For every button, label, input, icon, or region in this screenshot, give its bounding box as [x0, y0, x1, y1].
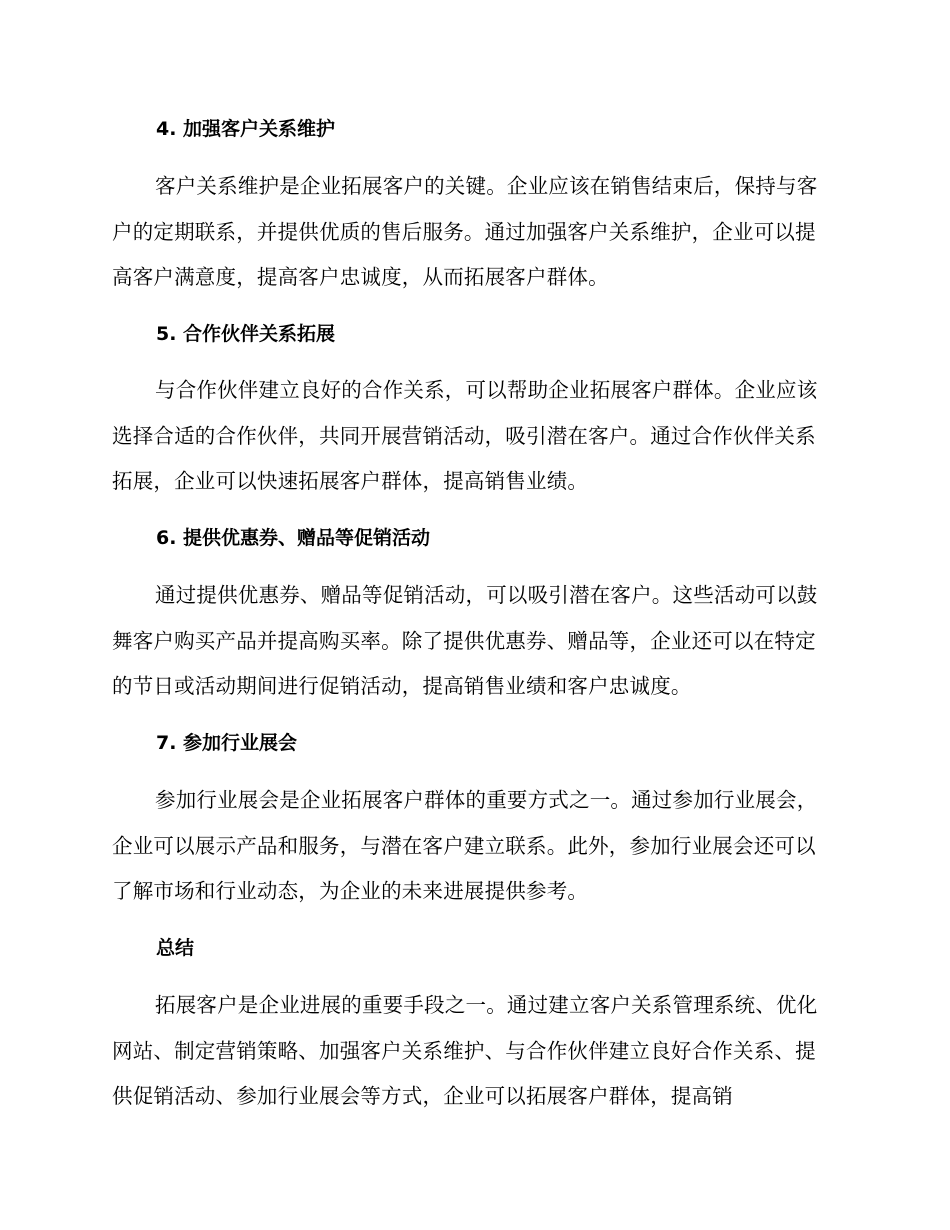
section-body-6: 通过提供优惠券、赠品等促销活动，可以吸引潜在客户。这些活动可以鼓舞客户购买产品并提高购买率。除了提供优惠券、赠品等，企业还可以在特定的节日或活动期间进行促销活动，提高销售业绩和客户忠诚度。: [112, 583, 818, 698]
section-body-summary: 拓展客户是企业进展的重要手段之一。通过建立客户关系管理系统、优化网站、制定营销策略、加强客户关系维护、与合作伙伴建立良好合作关系、提供促销活动、参加行业展会等方式，企业可以拓展客户群体，提高销: [112, 993, 818, 1108]
section-heading-summary: 总结: [156, 937, 195, 959]
section-heading-4: 4. 加强客户关系维护: [156, 118, 336, 140]
section-heading-6: 6. 提供优惠券、赠品等促销活动: [156, 527, 431, 549]
section-heading-7: 7. 参加行业展会: [156, 732, 298, 754]
section-body-5: 与合作伙伴建立良好的合作关系，可以帮助企业拓展客户群体。企业应该选择合适的合作伙伴，共同开展营销活动，吸引潜在客户。通过合作伙伴关系拓展，企业可以快速拓展客户群体，提高销售业绩。: [112, 378, 818, 493]
section-body-7: 参加行业展会是企业拓展客户群体的重要方式之一。通过参加行业展会，企业可以展示产品和服务，与潜在客户建立联系。此外，参加行业展会还可以了解市场和行业动态，为企业的未来进展提供参考。: [112, 788, 818, 903]
section-heading-5: 5. 合作伙伴关系拓展: [156, 323, 336, 345]
section-body-4: 客户关系维护是企业拓展客户的关键。企业应该在销售结束后，保持与客户的定期联系，并提供优质的售后服务。通过加强客户关系维护，企业可以提高客户满意度，提高客户忠诚度，从而拓展客户群体。: [112, 174, 818, 289]
